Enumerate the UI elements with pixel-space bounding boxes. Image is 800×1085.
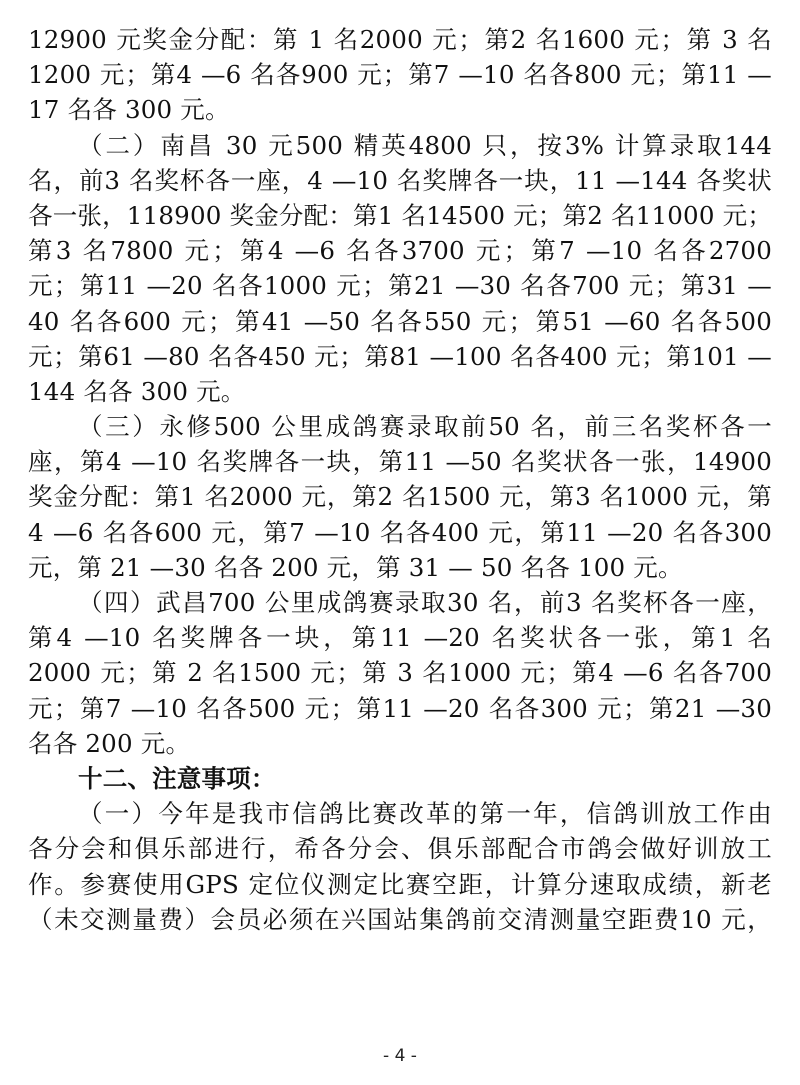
paragraph-2-line-5: 元；第11 —20 名各1000 元；第21 —30 名各700 元；第31 — [28,271,772,301]
paragraph-4-line-2: 第4 —10 名奖牌各一块，第11 —20 名奖状各一张，第1 名 [28,623,772,653]
paragraph-2-line-7: 元；第61 —80 名各450 元；第81 —100 名各400 元；第101 — [28,341,772,371]
paragraph-4-line-4: 元；第7 —10 名各500 元；第11 —20 名各300 元；第21 —30 [28,693,772,723]
text-line-3: 17 名各 300 元。 [28,95,230,125]
paragraph-3-line-3: 奖金分配：第1 名2000 元，第2 名1500 元，第3 名1000 元，第 [28,482,772,512]
document-page [28,22,772,937]
paragraph-2-line-2: 名，前3 名奖杯各一座，4 —10 名奖牌各一块，11 —144 各奖状 [28,165,772,195]
paragraph-2-line-1: （二）南昌 30 元500 精英4800 只，按3% 计算录取144 [78,130,772,160]
paragraph-4-line-1: （四）武昌700 公里成鸽赛录取30 名，前3 名奖杯各一座， [78,588,772,617]
paragraph-5-line-3: 作。参赛使用GPS 定位仪测定比赛空距，计算分速取成绩，新老 [28,869,772,899]
paragraph-4-line-3: 2000 元；第 2 名1500 元；第 3 名1000 元；第4 —6 名各700 [28,658,772,688]
section-heading: 十二、注意事项： [78,763,276,793]
paragraph-2-line-8: 144 名各 300 元。 [28,376,246,406]
text-line-1: 12900 元奖金分配：第 1 名2000 元；第2 名1600 元；第 3 名 [28,25,772,54]
paragraph-5-line-4: （未交测量费）会员必须在兴国站集鸽前交清测量空距费10 元， [28,904,772,934]
paragraph-2-line-6: 40 名各600 元；第41 —50 名各550 元；第51 —60 名各500 [28,306,772,336]
paragraph-2-line-4: 第3 名7800 元；第4 —6 名各3700 元；第7 —10 名各2700 [28,236,772,266]
paragraph-3-line-2: 座，第4 —10 名奖牌各一块，第11 —50 名奖状各一张，14900 [28,447,772,477]
text-line-2: 1200 元；第4 —6 名各900 元；第7 —10 名各800 元；第11 — [28,60,772,90]
paragraph-4-line-5: 名各 200 元。 [28,728,191,758]
paragraph-2-line-3: 各一张，118900 奖金分配：第1 名14500 元；第2 名11000 元； [28,200,773,230]
page-number: - 4 - [383,1046,417,1066]
paragraph-5-line-1: （一）今年是我市信鸽比赛改革的第一年，信鸽训放工作由 [78,799,772,829]
paragraph-3-line-1: （三）永修500 公里成鸽赛录取前50 名，前三名奖杯各一 [78,412,772,442]
paragraph-3-line-5: 元，第 21 —30 名各 200 元，第 31 — 50 名各 100 元。 [28,552,683,582]
paragraph-3-line-4: 4 —6 名各600 元，第7 —10 名各400 元，第11 —20 名各300 [28,517,772,547]
paragraph-5-line-2: 各分会和俱乐部进行，希各分会、俱乐部配合市鸽会做好训放工 [28,834,772,864]
